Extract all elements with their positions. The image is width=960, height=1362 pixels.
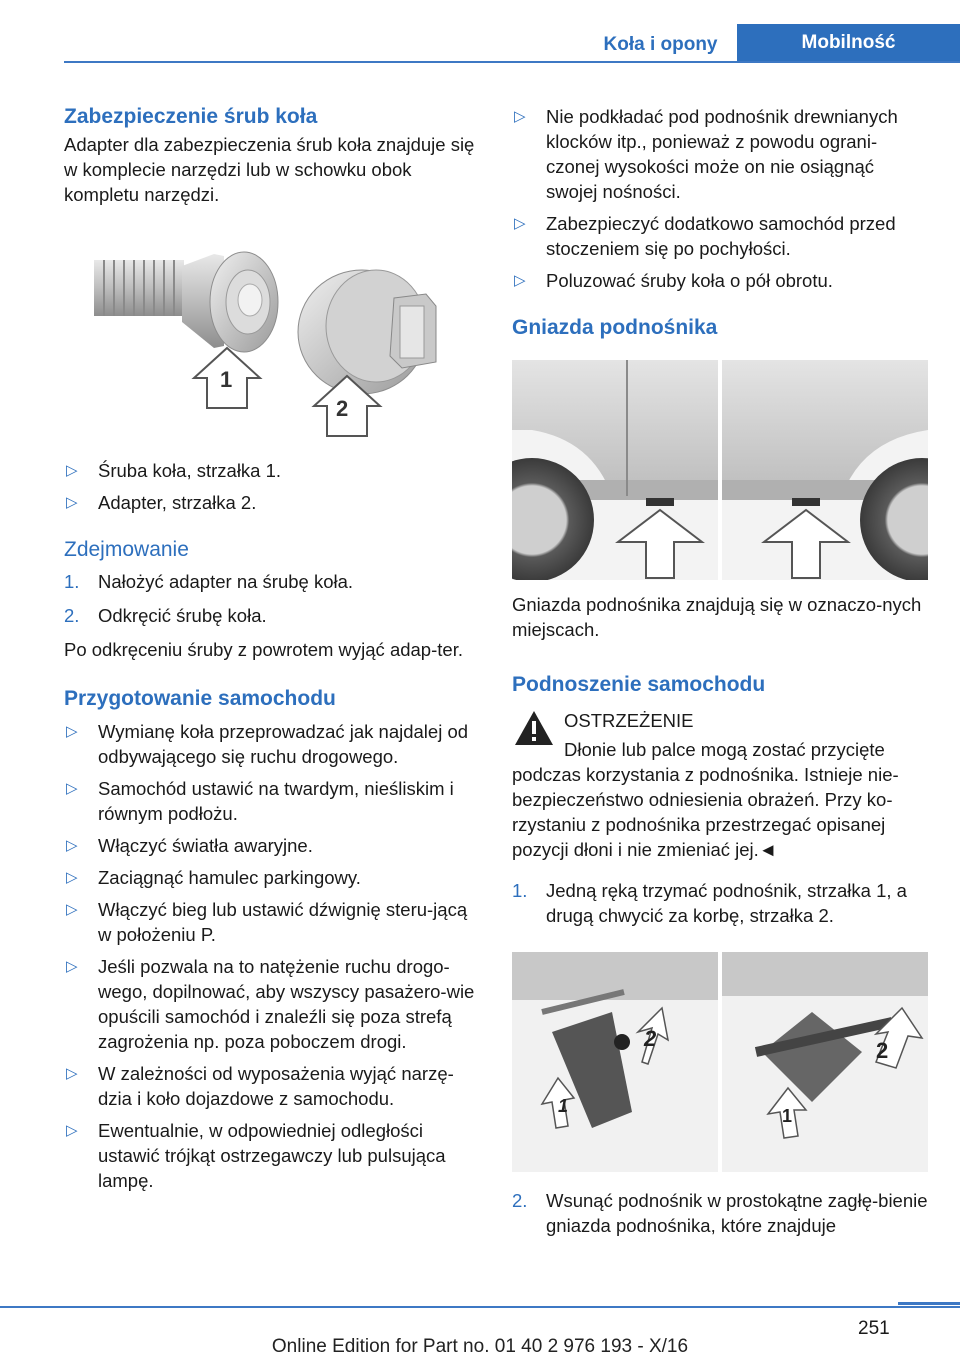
right-column	[512, 104, 928, 341]
jack-usage-figure	[512, 952, 928, 1172]
step-text: Jedną ręką trzymać podnośnik, strzałka 1, a drugą chwycić za korbę, strzałka 2.	[546, 880, 907, 926]
after-removal-text: Po odkręceniu śruby z powrotem wyjąć adap‐ter.	[64, 639, 463, 660]
jacking-points-caption: Gniazda podnośnika znajdują się w oznaczo‐nych miejscach.	[512, 594, 922, 640]
page-number: 251	[858, 1318, 890, 1339]
lifting-steps	[512, 878, 928, 928]
list-item: ▷ Poluzować śruby koła o pół obrotu.	[512, 268, 928, 293]
removal-steps	[64, 569, 478, 628]
step-text: Nałożyć adapter na śrubę koła.	[98, 571, 354, 592]
arrow-1-label-right: 1	[782, 1106, 793, 1126]
adapter-shape	[298, 270, 436, 394]
step-number: 1.	[64, 571, 80, 592]
arrow-1-label: 1	[220, 367, 233, 392]
list-item: ▷ Adapter, strzałka 2.	[64, 490, 478, 515]
arrow-2-label: 2	[336, 396, 349, 421]
footer-page-tick	[898, 1302, 960, 1305]
right-column-middle	[512, 592, 928, 928]
step-number: 2.	[512, 1190, 528, 1211]
right-column-bottom	[512, 1188, 928, 1238]
step-text: Odkręcić śrubę koła.	[98, 605, 267, 626]
heading-lifting: Podnoszenie samochodu	[512, 673, 766, 696]
warning-title: OSTRZEŻENIE	[564, 710, 694, 731]
heading-removal: Zdejmowanie	[64, 538, 189, 561]
online-edition-note: Online Edition for Part no. 01 40 2 976 193 - X/16	[271, 1336, 689, 1357]
chapter-tab: Mobilność	[737, 24, 960, 62]
warning-body: Dłonie lub palce mogą zostać przycięte podczas korzystania z podnośnika. Istnieje nie‐bezpieczeństwo odniesienia obrażeń. Przy ko‐rzystaniu z podnośnika przestrzegać opisanej pozycji dłoni i nie zmieniać jej.◄	[512, 739, 899, 860]
list-item: ▷ Zabezpieczyć dodatkowo samochód przed stoczeniem się po pochyłości.	[512, 211, 928, 261]
warning-box	[512, 708, 928, 862]
list-item	[512, 878, 928, 928]
preparation-list-continued	[512, 104, 928, 293]
list-item: ▷ Samochód ustawić na twardym, nieśliskim i równym podłożu.	[64, 776, 478, 826]
warning-text	[512, 737, 928, 862]
list-item: ▷ Zaciągnąć hamulec parkingowy.	[64, 865, 478, 890]
list-item: ▷ Jeśli pozwala na to natężenie ruchu drogo‐wego, dopilnować, aby wszyscy pasażero‐wie opuścili samochód i znaleźli się poza strefą zagrożenia np. poza poboczem drogi.	[64, 954, 478, 1054]
list-item	[64, 569, 478, 594]
list-item: ▷ Nie podkładać pod podnośnik drewnianych klocków itp., ponieważ z powodu ograni‐czonej wysokości może on nie osiągnąć swojej nośności.	[512, 104, 928, 204]
list-item	[512, 1188, 928, 1238]
step-text: Wsunąć podnośnik w prostokątne zagłę‐bienie gniazda podnośnika, które znajduje	[546, 1190, 928, 1236]
wheel-bolt-adapter-figure	[64, 236, 478, 446]
list-item: ▷ Ewentualnie, w odpowiedniej odległości ustawić trójkąt ostrzegawczy lub pulsująca lampę.	[64, 1118, 478, 1193]
list-item: ▷ Wymianę koła przeprowadzać jak najdalej od odbywającego się ruchu drogowego.	[64, 719, 478, 769]
heading-jacking-points: Gniazda podnośnika	[512, 316, 718, 339]
parts-list	[64, 458, 478, 515]
list-item: ▷ W zależności od wyposażenia wyjąć narzę‐dzia i koło dojazdowe z samochodu.	[64, 1061, 478, 1111]
footer-rule	[0, 1306, 960, 1308]
header-rule	[64, 61, 960, 63]
lifting-steps-continued	[512, 1188, 928, 1238]
intro-text: Adapter dla zabezpieczenia śrub koła znajduje się w komplecie narzędzi lub w schowku obok kompletu narzędzi.	[64, 134, 475, 205]
heading-wheel-bolt-lock: Zabezpieczenie śrub koła	[64, 105, 318, 128]
step-number: 2.	[64, 605, 80, 626]
step-number: 1.	[512, 880, 528, 901]
jacking-points-figure	[512, 360, 928, 580]
left-column-lower	[64, 458, 478, 1200]
arrow-2-label-left: 2	[644, 1026, 657, 1051]
list-item: ▷ Śruba koła, strzałka 1.	[64, 458, 478, 483]
list-item: ▷ Włączyć światła awaryjne.	[64, 833, 478, 858]
warning-icon	[514, 710, 554, 746]
list-item	[64, 603, 478, 628]
wheel-bolt-shape	[94, 252, 278, 352]
list-item: ▷ Włączyć bieg lub ustawić dźwignię steru‐jącą w położeniu P.	[64, 897, 478, 947]
preparation-list	[64, 719, 478, 1193]
arrow-2-label-right: 2	[876, 1038, 889, 1063]
arrow-1-label-left: 1	[558, 1096, 569, 1116]
left-column	[64, 104, 478, 207]
heading-preparation: Przygotowanie samochodu	[64, 687, 336, 710]
section-title: Koła i opony	[603, 34, 718, 55]
